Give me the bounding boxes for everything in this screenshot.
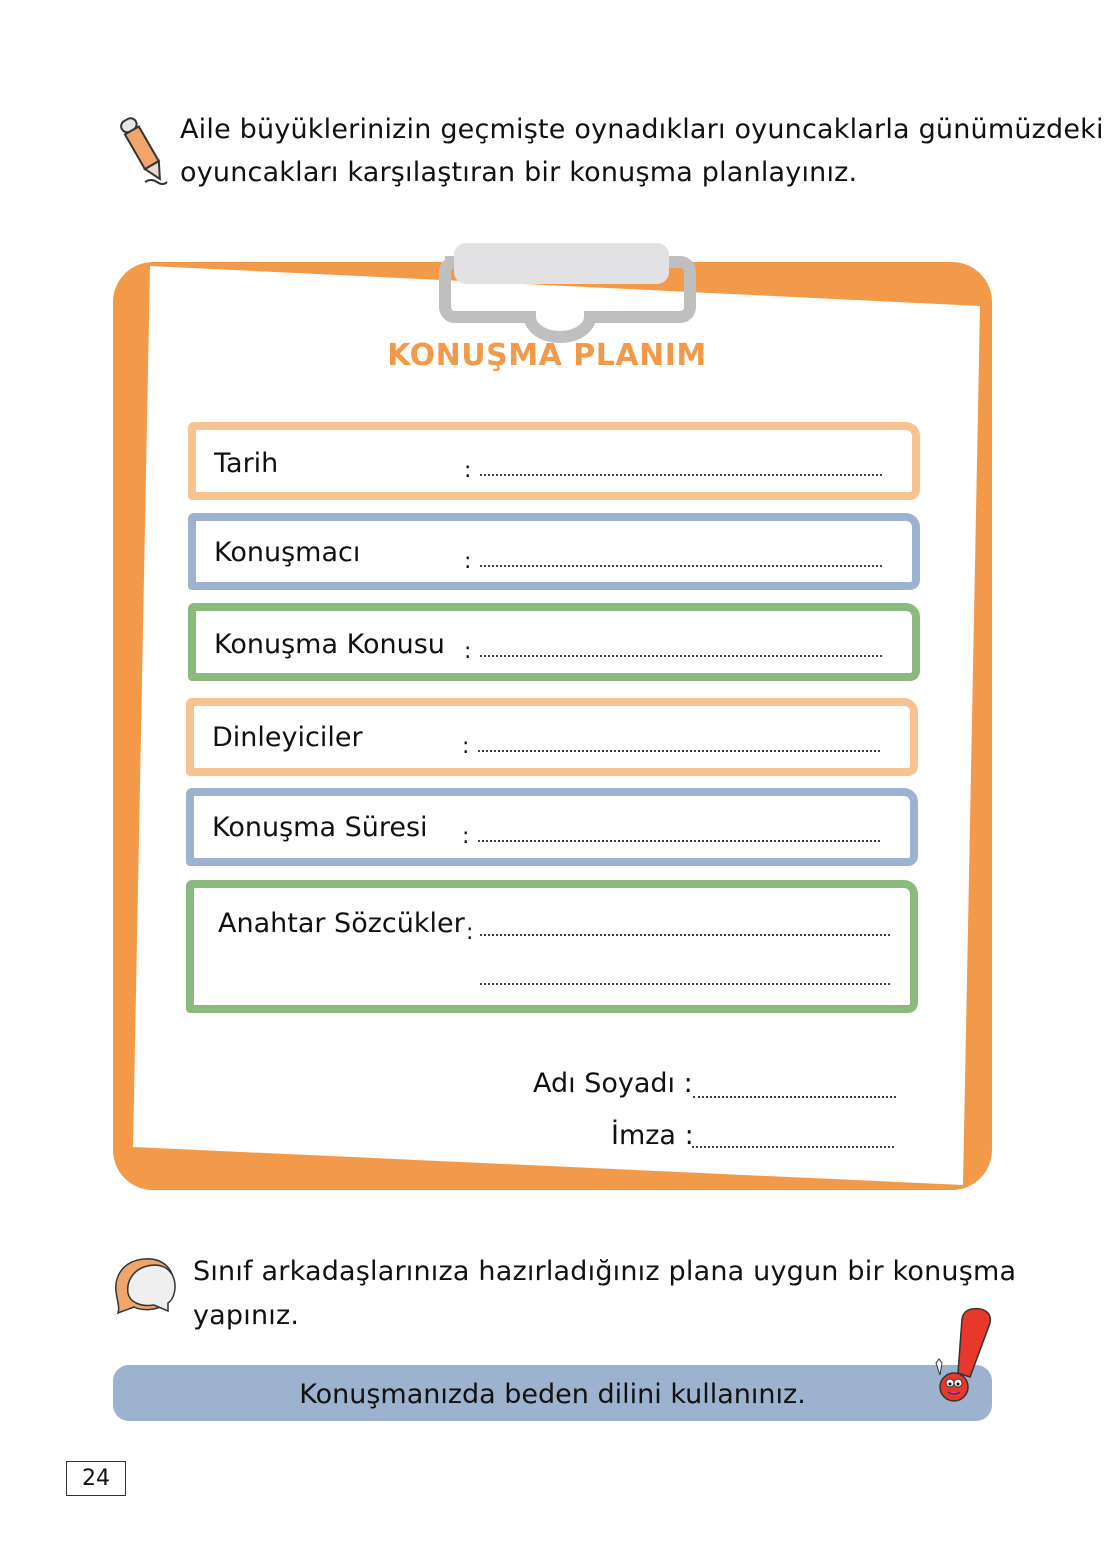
row-colon: : <box>464 458 472 483</box>
form-row-date <box>188 422 920 500</box>
fill-line[interactable] <box>480 655 882 657</box>
row-label: Dinleyiciler <box>212 722 363 753</box>
fill-line[interactable] <box>480 983 890 985</box>
row-label: Tarih <box>214 448 279 479</box>
tip-banner <box>113 1365 992 1421</box>
row-label: Konuşmacı <box>214 537 361 568</box>
instruction-line: yapınız. <box>193 1300 300 1331</box>
banner-text: Konuşmanızda beden dilini kullanınız. <box>299 1379 806 1410</box>
row-colon: : <box>464 549 472 574</box>
signature-fill-line[interactable] <box>692 1146 894 1148</box>
name-label: Adı Soyadı : <box>533 1068 693 1099</box>
instruction-line: oyuncakları karşılaştıran bir konuşma planlayınız. <box>180 157 858 188</box>
fill-line[interactable] <box>480 934 890 936</box>
row-colon: : <box>462 734 470 759</box>
form-row-duration <box>186 788 918 866</box>
fill-line[interactable] <box>480 474 882 476</box>
fill-line[interactable] <box>478 840 880 842</box>
signature-label: İmza : <box>611 1120 694 1151</box>
exclamation-mascot-icon <box>928 1305 996 1410</box>
instruction-line: Sınıf arkadaşlarınıza hazırladığınız plana uygun bir konuşma <box>193 1256 1017 1287</box>
fill-line[interactable] <box>478 750 880 752</box>
fill-line[interactable] <box>480 565 882 567</box>
clipboard-title: KONUŞMA PLANIM <box>387 338 707 373</box>
row-colon: : <box>466 920 474 945</box>
clip-top <box>454 243 669 284</box>
form-row-speaker <box>188 513 920 590</box>
instruction-bottom <box>193 1250 1016 1338</box>
row-label: Konuşma Konusu <box>214 629 445 660</box>
row-colon: : <box>462 824 470 849</box>
row-label: Konuşma Süresi <box>212 812 428 843</box>
row-label: Anahtar Sözcükler <box>218 908 465 939</box>
form-row-topic <box>188 603 920 681</box>
row-colon: : <box>464 639 472 664</box>
speech-bubble-icon <box>112 1255 184 1317</box>
form-row-keywords <box>186 880 918 1013</box>
form-row-audience <box>186 698 918 776</box>
page-number: 24 <box>66 1461 126 1496</box>
name-fill-line[interactable] <box>693 1096 896 1098</box>
instruction-line: Aile büyüklerinizin geçmişte oynadıkları oyuncaklarla günümüzdeki <box>180 114 1104 145</box>
